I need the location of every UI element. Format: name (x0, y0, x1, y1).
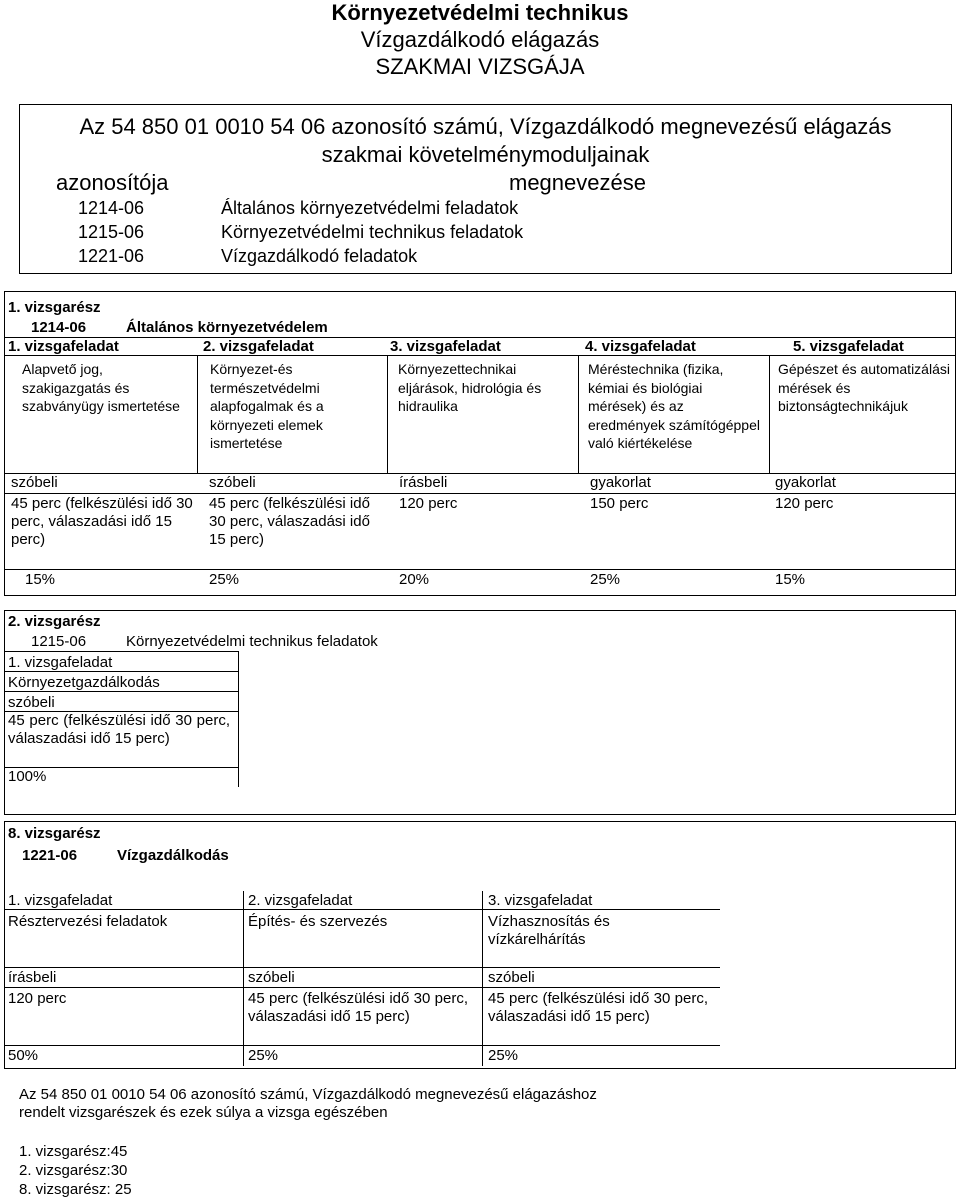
task-description: Környezetgazdálkodás (8, 674, 160, 691)
module-id: 1221-06 (78, 246, 145, 266)
task-label: 1. vizsgafeladat (8, 338, 119, 355)
part8-module-name: Vízgazdálkodás (117, 847, 229, 864)
task-description: Építés- és szervezés (248, 913, 388, 930)
part1-module-name: Általános környezetvédelem (126, 319, 328, 336)
part2-module-id: 1215-06 (31, 633, 87, 650)
summary-weight: 2. vizsgarész:30 (19, 1162, 128, 1179)
task-description: Környezet-és természetvédelmi alapfogalmak és a környezeti elemek ismertetése (210, 361, 324, 451)
summary-weight: 1. vizsgarész:45 (19, 1143, 128, 1160)
divider (4, 711, 238, 712)
column-divider (578, 355, 579, 473)
column-header-name: megnevezése (509, 170, 646, 195)
task-label: 1. vizsgafeladat (8, 892, 113, 909)
task-label: 2. vizsgafeladat (203, 338, 314, 355)
part2-module-name: Környezetvédelmi technikus feladatok (126, 633, 378, 650)
part8-module-id: 1221-06 (22, 847, 78, 864)
exam-duration: 120 perc (775, 495, 834, 512)
page-heading: SZAKMAI VIZSGÁJA (375, 54, 585, 79)
exam-weight: 15% (775, 571, 806, 588)
column-divider (769, 355, 770, 473)
task-description: Vízhasznosítás és vízkárelhárítás (488, 913, 610, 948)
divider (4, 967, 720, 968)
modules-heading-line2: szakmai követelménymoduljainak (321, 142, 650, 167)
column-divider (243, 891, 244, 1066)
column-divider (238, 651, 239, 787)
exam-duration: 45 perc (felkészülési idő 30 perc, válaszadási idő 15 perc) (209, 495, 370, 548)
module-name: Vízgazdálkodó feladatok (221, 246, 418, 266)
exam-duration: 45 perc (felkészülési idő 30 perc, válaszadási idő 15 perc) (11, 495, 193, 548)
module-id: 1214-06 (78, 198, 145, 218)
exam-weight: 25% (248, 1047, 279, 1064)
summary-weight: 8. vizsgarész: 25 (19, 1181, 132, 1198)
exam-weight: 20% (399, 571, 430, 588)
task-description: Méréstechnika (fizika, kémiai és biológiai mérések) és az eredmények számítógéppel való kiértékelése (588, 361, 760, 451)
exam-type: szóbeli (488, 969, 535, 986)
divider (4, 987, 720, 988)
exam-weight: 15% (25, 571, 56, 588)
exam-weight: 50% (8, 1047, 39, 1064)
task-description: Gépészet és automatizálási mérések és biztonságtechnikájuk (778, 361, 950, 414)
divider (4, 651, 238, 652)
exam-duration: 45 perc (felkészülési idő 30 perc, válaszadási idő 15 perc) (488, 990, 708, 1025)
divider (4, 1045, 720, 1046)
task-label: 1. vizsgafeladat (8, 654, 113, 671)
exam-type: gyakorlat (590, 474, 651, 491)
task-label: 5. vizsgafeladat (793, 338, 904, 355)
divider (4, 767, 238, 768)
page-subtitle: Vízgazdálkodó elágazás (360, 27, 600, 52)
part2-heading: 2. vizsgarész (8, 613, 101, 630)
summary-text-line2: rendelt vizsgarészek és ezek súlya a vizsga egészében (19, 1104, 388, 1121)
exam-type: írásbeli (8, 969, 57, 986)
divider (4, 493, 956, 494)
exam-type: szóbeli (11, 474, 58, 491)
summary-text: Az 54 850 01 0010 54 06 azonosító számú, Vízgazdálkodó megnevezésű elágazáshoz (19, 1086, 597, 1103)
column-divider (197, 355, 198, 473)
exam-type: írásbeli (399, 474, 448, 491)
exam-weight: 100% (8, 768, 47, 785)
column-divider (387, 355, 388, 473)
task-description: Résztervezési feladatok (8, 913, 168, 930)
exam-type: szóbeli (8, 694, 55, 711)
divider (4, 691, 238, 692)
task-label: 3. vizsgafeladat (390, 338, 501, 355)
task-label: 2. vizsgafeladat (248, 892, 353, 909)
task-label: 3. vizsgafeladat (488, 892, 593, 909)
exam-duration: 45 perc (felkészülési idő 30 perc, válaszadási idő 15 perc) (248, 990, 468, 1025)
task-description: Alapvető jog, szakigazgatás és szabványügy ismertetése (22, 361, 180, 414)
part1-heading: 1. vizsgarész (8, 299, 101, 316)
exam-weight: 25% (209, 571, 240, 588)
module-id: 1215-06 (78, 222, 145, 242)
column-divider (482, 891, 483, 1066)
exam-duration: 120 perc (8, 990, 67, 1007)
task-label: 4. vizsgafeladat (585, 338, 696, 355)
module-name: Környezetvédelmi technikus feladatok (221, 222, 524, 242)
exam-duration: 150 perc (590, 495, 649, 512)
exam-weight: 25% (488, 1047, 519, 1064)
exam-type: szóbeli (248, 969, 295, 986)
exam-type: szóbeli (209, 474, 256, 491)
module-name: Általános környezetvédelmi feladatok (221, 198, 519, 218)
part1-module-id: 1214-06 (31, 319, 87, 336)
column-header-id: azonosítója (56, 170, 169, 195)
exam-type: gyakorlat (775, 474, 836, 491)
page-title: Környezetvédelmi technikus (331, 0, 629, 25)
exam-duration: 120 perc (399, 495, 458, 512)
divider (4, 671, 238, 672)
modules-heading: Az 54 850 01 0010 54 06 azonosító számú, Vízgazdálkodó megnevezésű elágazás (79, 114, 892, 139)
task-description: Környezettechnikai eljárások, hidrológia és hidraulika (398, 361, 542, 414)
exam-duration: 45 perc (felkészülési idő 30 perc, válaszadási idő 15 perc) (8, 712, 230, 747)
exam-weight: 25% (590, 571, 621, 588)
divider (4, 569, 956, 570)
part8-heading: 8. vizsgarész (8, 825, 101, 842)
